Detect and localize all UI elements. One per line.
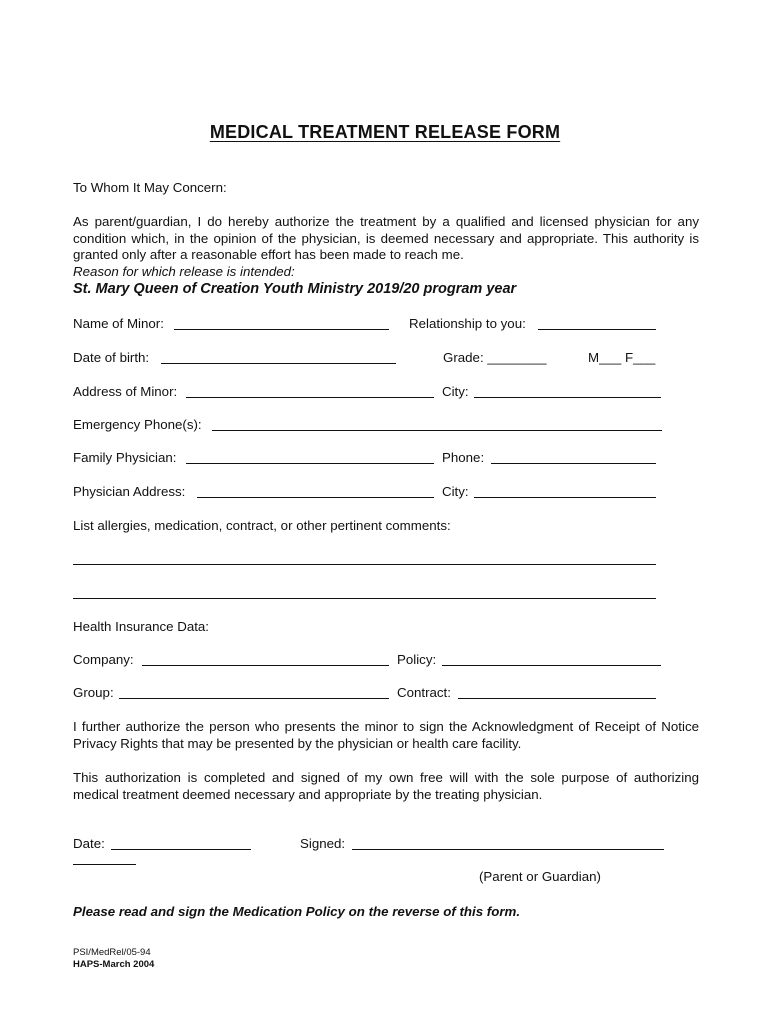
phone-label: Phone: <box>442 450 485 465</box>
insurance-heading: Health Insurance Data: <box>73 619 210 634</box>
salutation: To Whom It May Concern: <box>73 180 227 195</box>
date-field[interactable] <box>111 849 251 850</box>
authorization-paragraph: As parent/guardian, I do hereby authorize the treatment by a qualified and licensed physician for any condition which, in the opinion of the physician, is deemed necessary and appropriate. This authority is granted only after a reasonable effort has been made to reach me. <box>73 214 699 262</box>
address-of-minor-field[interactable] <box>186 397 434 398</box>
policy-field[interactable] <box>442 665 661 666</box>
name-of-minor-label: Name of Minor: <box>73 316 164 331</box>
physician-address-label: Physician Address: <box>73 484 186 499</box>
allergies-line-1[interactable] <box>73 564 656 565</box>
allergies-line-2[interactable] <box>73 598 656 599</box>
reason-value: St. Mary Queen of Creation Youth Ministry 2019/20 program year <box>73 281 517 297</box>
date-field-continued[interactable] <box>73 864 136 865</box>
contract-field[interactable] <box>458 698 656 699</box>
date-of-birth-label: Date of birth: <box>73 350 150 365</box>
date-of-birth-field[interactable] <box>161 363 396 364</box>
privacy-paragraph: I further authorize the person who presents the minor to sign the Acknowledgment of Receipt of Notice Privacy Rights that may be presented by the physician or health care facility. <box>73 719 699 751</box>
parent-guardian-caption: (Parent or Guardian) <box>479 869 601 884</box>
phone-field[interactable] <box>491 463 656 464</box>
family-physician-label: Family Physician: <box>73 450 177 465</box>
form-revision: HAPS-March 2004 <box>73 959 155 970</box>
reverse-note: Please read and sign the Medication Policy on the reverse of this form. <box>73 904 521 919</box>
city-label: City: <box>442 384 469 399</box>
gender-field[interactable]: M___ F___ <box>588 350 656 365</box>
reason-label: Reason for which release is intended: <box>73 264 295 279</box>
emergency-phone-field[interactable] <box>212 430 662 431</box>
group-field[interactable] <box>119 698 389 699</box>
contract-label: Contract: <box>397 685 451 700</box>
policy-label: Policy: <box>397 652 437 667</box>
signed-label: Signed: <box>300 836 346 851</box>
signature-field[interactable] <box>352 849 664 850</box>
relationship-field[interactable] <box>538 329 656 330</box>
company-label: Company: <box>73 652 134 667</box>
free-will-paragraph: This authorization is completed and signed of my own free will with the sole purpose of authorizing medical treatment deemed necessary and appropriate by the treating physician. <box>73 770 699 802</box>
city-2-label: City: <box>442 484 469 499</box>
grade-field[interactable]: Grade: ________ <box>443 350 547 365</box>
group-label: Group: <box>73 685 114 700</box>
form-title: MEDICAL TREATMENT RELEASE FORM <box>209 122 561 142</box>
address-of-minor-label: Address of Minor: <box>73 384 178 399</box>
allergies-label: List allergies, medication, contract, or other pertinent comments: <box>73 518 451 533</box>
city-2-field[interactable] <box>474 497 656 498</box>
relationship-label: Relationship to you: <box>409 316 526 331</box>
name-of-minor-field[interactable] <box>174 329 389 330</box>
company-field[interactable] <box>142 665 389 666</box>
emergency-phone-label: Emergency Phone(s): <box>73 417 202 432</box>
family-physician-field[interactable] <box>186 463 434 464</box>
physician-address-field[interactable] <box>197 497 434 498</box>
city-field[interactable] <box>474 397 661 398</box>
form-code: PSI/MedRel/05-94 <box>73 947 151 958</box>
date-label: Date: <box>73 836 105 851</box>
